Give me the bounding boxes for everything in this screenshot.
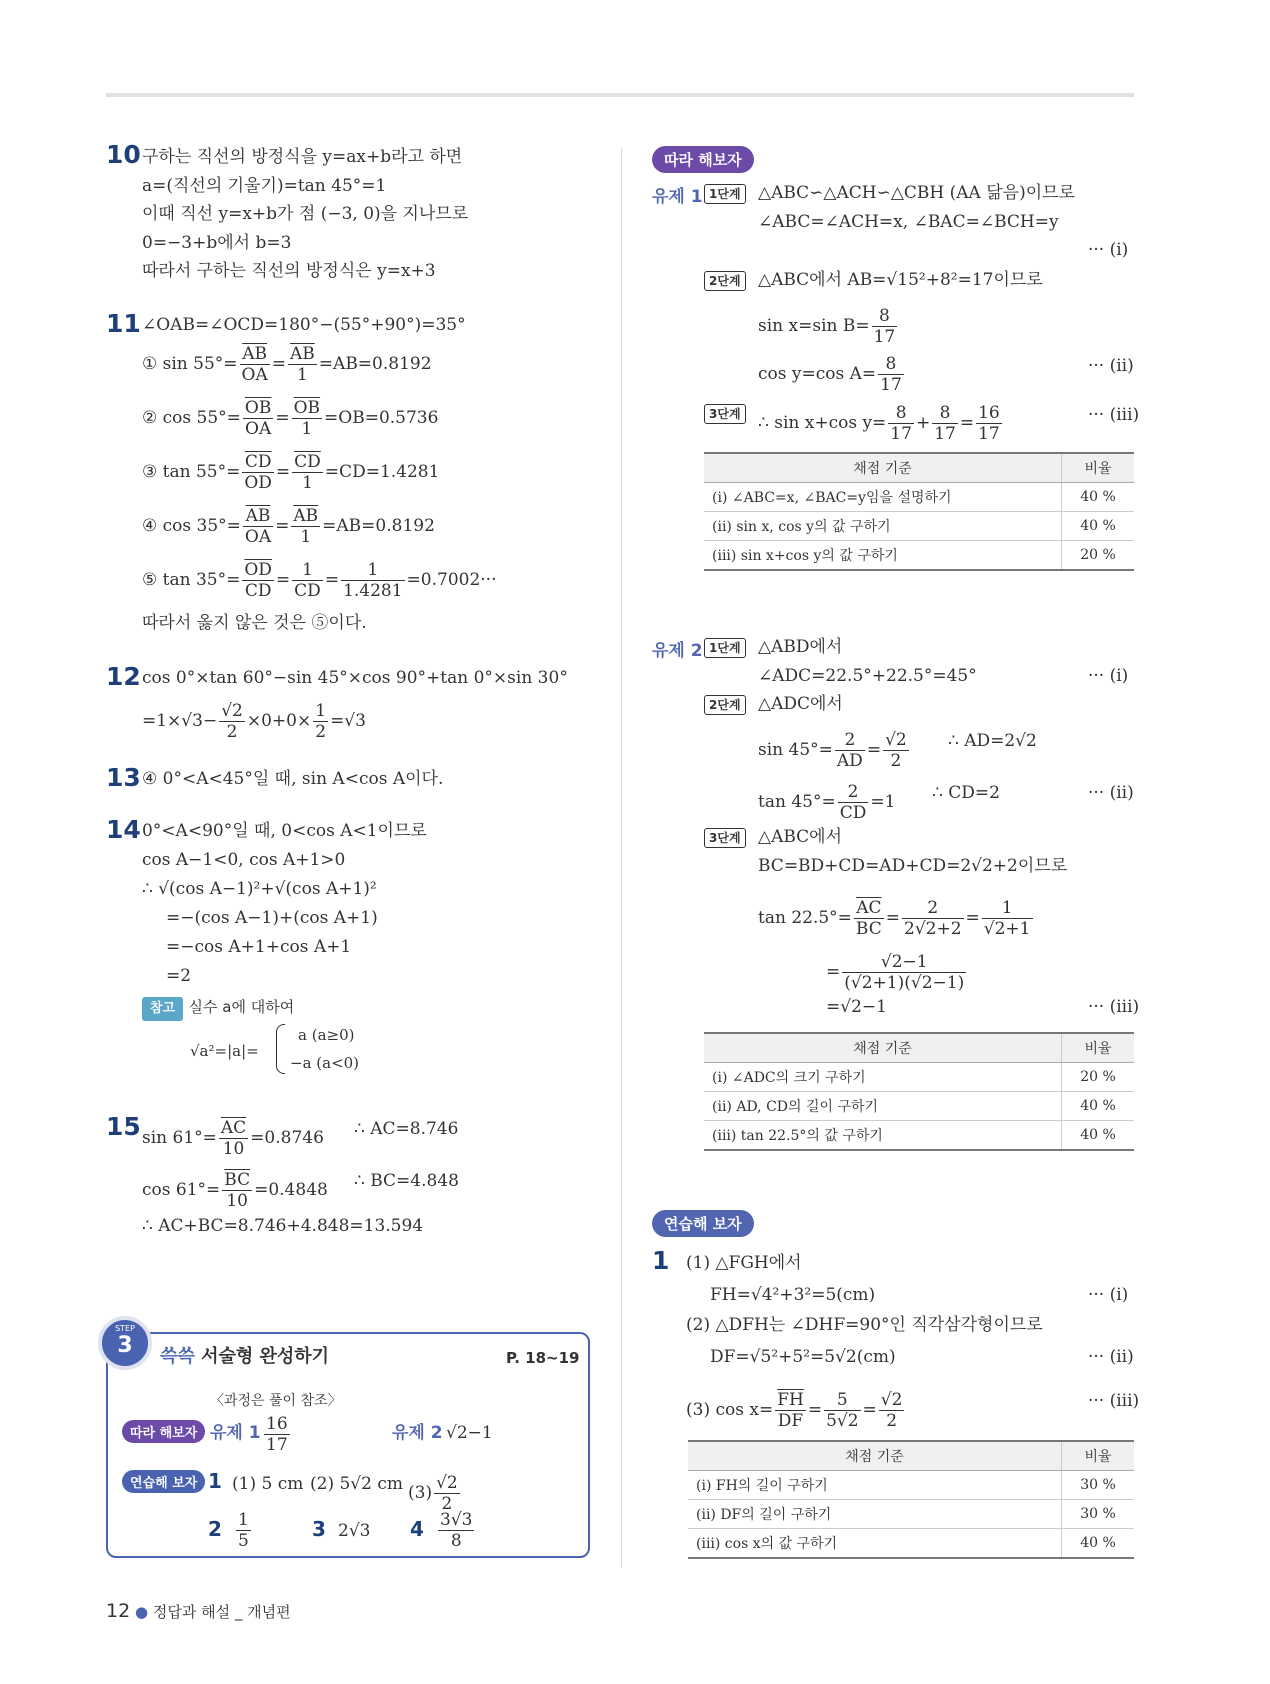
practice-badge: 연습해 보자 — [652, 1210, 754, 1237]
q14-tip: 참고 실수 a에 대하여 — [142, 996, 294, 1021]
p1-line3: (2) △DFH는 ∠DHF=90°인 직각삼각형이므로 — [686, 1315, 1043, 1335]
q11-option2: ② cos 55°= $\frac{\overline{OB}}{OA}$ = $\frac{\overline{OB}}{1}$ =OB=0.5736 — [142, 398, 439, 439]
y1-line6: ∴ sin x+cos y= $\frac{8}{17}$ + $\frac{8}{17}$ = $\frac{16}{17}$ — [758, 403, 1000, 444]
question-number: 10 — [106, 140, 141, 169]
q11-line1: ∠OAB=∠OCD=180°−(55°+90°)=35° — [142, 315, 466, 335]
y2-line3: △ADC에서 — [758, 694, 843, 714]
practice-number: 1 — [652, 1246, 670, 1275]
summary-page: P. 18~19 — [506, 1349, 580, 1367]
y1-line2: ∠ABC=∠ACH=x, ∠BAC=∠BCH=y — [758, 212, 1059, 232]
table-row: (i) ∠ADC의 크기 구하기 20 % — [704, 1063, 1134, 1092]
footer-title: 정답과 해설 _ 개념편 — [152, 1603, 291, 1621]
y1-line3: △ABC에서 AB=√15²+8²=17이므로 — [758, 270, 1043, 290]
q10-line3: 이때 직선 y=x+b가 점 (−3, 0)을 지나므로 — [142, 204, 469, 224]
question-number: 14 — [106, 815, 141, 844]
summary-p1c: (3) $\frac{√2}{2}$ — [408, 1473, 458, 1514]
mark-i: ··· (i) — [1088, 666, 1129, 686]
q14-line2: cos A−1<0, cos A+1>0 — [142, 850, 346, 870]
y1-label: 유제 1 — [652, 187, 703, 207]
summary-y1-value: $\frac{16}{17}$ — [266, 1414, 288, 1455]
p1-line1: (1) △FGH에서 — [686, 1253, 802, 1273]
p1-line4: DF=√5²+5²=5√2(cm) — [710, 1347, 896, 1367]
summary-p2-num: 2 — [208, 1517, 222, 1541]
summary-note: 〈과정은 풀이 참조〉 — [210, 1393, 342, 1409]
table-row: (i) ∠ABC=x, ∠BAC=y임을 설명하기 40 % — [704, 483, 1134, 512]
q10-line5: 따라서 구하는 직선의 방정식은 y=x+3 — [142, 261, 436, 281]
q15-line1: sin 61°= $\frac{\overline{AC}}{10}$ =0.8746 — [142, 1118, 324, 1159]
q15-line2: cos 61°= $\frac{\overline{BC}}{10}$ =0.4848 — [142, 1170, 328, 1211]
q12-line2: =1×√3− $\frac{√2}{2}$ ×0+0× $\frac{1}{2}$ =√3 — [142, 701, 366, 742]
y2-line1: △ABD에서 — [758, 637, 843, 657]
summary-p1a: (1) 5 cm — [232, 1474, 304, 1494]
step2-tag: 2단계 — [704, 271, 746, 291]
q15-line3: ∴ AC+BC=8.746+4.848=13.594 — [142, 1216, 424, 1236]
step1-tag: 1단계 — [704, 638, 746, 658]
tip-badge: 참고 — [142, 997, 183, 1021]
column-divider — [621, 148, 622, 1568]
page-number: 12 — [106, 1600, 131, 1622]
p1-line5: (3) cos x= $\frac{\overline{FH}}{DF}$ = $\frac{5}{5√2}$ = $\frac{√2}{2}$ — [686, 1390, 903, 1431]
q15-result2: ∴ BC=4.848 — [354, 1171, 459, 1191]
grading-table-2: 채점 기준 비율 (i) ∠ADC의 크기 구하기 20 % (ii) AD, CD의 길이 구하기 40 % (iii) tan 22.5°의 값 구하기 40 % — [704, 1032, 1134, 1151]
step-badge: STEP 3 — [98, 1316, 152, 1370]
q11-option1: ① sin 55°= $\frac{\overline{AB}}{OA}$ = $\frac{\overline{AB}}{1}$ =AB=0.8192 — [142, 344, 432, 385]
summary-title: 쓱쓱 서술형 완성하기 — [160, 1346, 330, 1367]
q10-line1: 구하는 직선의 방정식을 y=ax+b라고 하면 — [142, 147, 463, 167]
question-number: 11 — [106, 309, 141, 338]
question-number: 13 — [106, 763, 141, 792]
table-row: (iii) tan 22.5°의 값 구하기 40 % — [704, 1121, 1134, 1151]
bullet-icon: ● — [134, 1603, 149, 1621]
summary-practice-badge: 연습해 보자 — [122, 1470, 205, 1493]
y2-line10: =√2−1 — [826, 997, 887, 1017]
q14-line5: =−cos A+1+cos A+1 — [166, 937, 352, 957]
q14-line6: =2 — [166, 966, 192, 986]
question-number: 12 — [106, 662, 141, 691]
y1-line5: cos y=cos A= $\frac{8}{17}$ — [758, 354, 902, 395]
summary-p1-num: 1 — [208, 1469, 222, 1493]
y2-line7: BC=BD+CD=AD+CD=2√2+2이므로 — [758, 856, 1068, 876]
summary-y2-value: √2−1 — [446, 1423, 493, 1443]
mark-iii: ··· (iii) — [1088, 405, 1140, 425]
table-row: (ii) sin x, cos y의 값 구하기 40 % — [704, 512, 1134, 541]
page-footer — [106, 1600, 291, 1622]
q12-line1: cos 0°×tan 60°−sin 45°×cos 90°+tan 0°×sin 30° — [142, 668, 568, 688]
q14-line3: ∴ √(cos A−1)²+√(cos A+1)² — [142, 879, 377, 899]
summary-p3-num: 3 — [312, 1517, 326, 1541]
summary-p4-value: $\frac{3√3}{8}$ — [440, 1510, 473, 1551]
summary-follow-badge: 따라 해보자 — [122, 1420, 205, 1443]
mark-ii: ··· (ii) — [1088, 783, 1134, 803]
q14-line1: 0°<A<90°일 때, 0<cos A<1이므로 — [142, 821, 427, 841]
summary-p2-value: $\frac{1}{5}$ — [238, 1510, 249, 1551]
summary-p4-num: 4 — [410, 1517, 424, 1541]
p1-line2: FH=√4²+3²=5(cm) — [710, 1285, 876, 1305]
table-row: (ii) DF의 길이 구하기 30 % — [688, 1500, 1134, 1529]
y1-line1: △ABC∽△ACH∽△CBH (AA 닮음)이므로 — [758, 183, 1075, 203]
mark-iii: ··· (iii) — [1088, 997, 1140, 1017]
q11-option3: ③ tan 55°= $\frac{\overline{CD}}{OD}$ = $\frac{\overline{CD}}{1}$ =CD=1.4281 — [142, 452, 440, 493]
q15-result1: ∴ AC=8.746 — [354, 1119, 459, 1139]
q14-line4: =−(cos A−1)+(cos A+1) — [166, 908, 378, 928]
y2-label: 유제 2 — [652, 641, 703, 661]
table-row: (i) FH의 길이 구하기 30 % — [688, 1471, 1134, 1500]
table-row: (ii) AD, CD의 길이 구하기 40 % — [704, 1092, 1134, 1121]
summary-y2-label: 유제 2 — [392, 1423, 443, 1443]
y2-line5: tan 45°= $\frac{2}{CD}$ =1 — [758, 782, 896, 823]
y1-line4: sin x=sin B= $\frac{8}{17}$ — [758, 306, 896, 347]
mark-ii: ··· (ii) — [1088, 356, 1134, 376]
grading-table-1: 채점 기준 비율 (i) ∠ABC=x, ∠BAC=y임을 설명하기 40 % (ii) sin x, cos y의 값 구하기 40 % (iii) sin x+cos y의 값 구하기 20 % — [704, 452, 1134, 571]
q11-conclusion: 따라서 옳지 않은 것은 ⑤이다. — [142, 613, 367, 633]
mark-i: ··· (i) — [1088, 240, 1129, 260]
mark-iii: ··· (iii) — [1088, 1391, 1140, 1411]
q10-line2: a=(직선의 기울기)=tan 45°=1 — [142, 176, 387, 196]
summary-p1b: (2) 5√2 cm — [310, 1474, 403, 1494]
mark-i: ··· (i) — [1088, 1285, 1129, 1305]
y2-line4: sin 45°= $\frac{2}{AD}$ = $\frac{√2}{2}$ — [758, 730, 907, 771]
case-brace — [276, 1024, 285, 1074]
q10-line4: 0=−3+b에서 b=3 — [142, 233, 292, 253]
grading-table-3: 채점 기준 비율 (i) FH의 길이 구하기 30 % (ii) DF의 길이 구하기 30 % (iii) cos x의 값 구하기 40 % — [688, 1440, 1134, 1559]
q11-option4: ④ cos 35°= $\frac{\overline{AB}}{OA}$ = $\frac{\overline{AB}}{1}$ =AB=0.8192 — [142, 506, 435, 547]
y2-line6: △ABC에서 — [758, 827, 843, 847]
y2-line9: = $\frac{√2-1}{(√2+1)(√2-1)}$ — [826, 952, 965, 993]
top-rule — [106, 93, 1134, 97]
question-number: 15 — [106, 1112, 141, 1141]
summary-y1-label: 유제 1 — [210, 1423, 261, 1443]
q11-option5: ⑤ tan 35°= $\frac{\overline{OD}}{CD}$ = $\frac{1}{CD}$ = $\frac{1}{1.4281}$ =0.7002··· — [142, 560, 497, 601]
mark-ii: ··· (ii) — [1088, 1347, 1134, 1367]
y2-line2: ∠ADC=22.5°+22.5°=45° — [758, 666, 977, 686]
table-row: (iii) sin x+cos y의 값 구하기 20 % — [704, 541, 1134, 571]
follow-badge: 따라 해보자 — [652, 146, 754, 173]
q14-case2: −a (a<0) — [290, 1054, 360, 1072]
y2-line5-result: ∴ CD=2 — [932, 783, 1000, 803]
step2-tag: 2단계 — [704, 695, 746, 715]
step3-tag: 3단계 — [704, 404, 746, 424]
summary-p3-value: 2√3 — [338, 1521, 371, 1541]
y2-line8: tan 22.5°= $\frac{\overline{AC}}{BC}$ = $\frac{2}{2√2+2}$ = $\frac{1}{√2+1}$ — [758, 898, 1031, 939]
table-row: (iii) cos x의 값 구하기 40 % — [688, 1529, 1134, 1559]
step3-tag: 3단계 — [704, 828, 746, 848]
q14-case1: a (a≥0) — [298, 1026, 355, 1044]
step1-tag: 1단계 — [704, 184, 746, 204]
q13-line1: ④ 0°<A<45°일 때, sin A<cos A이다. — [142, 769, 444, 789]
y2-line4-result: ∴ AD=2√2 — [948, 731, 1037, 751]
q14-case-lhs: √a²=|a|= — [190, 1042, 259, 1060]
